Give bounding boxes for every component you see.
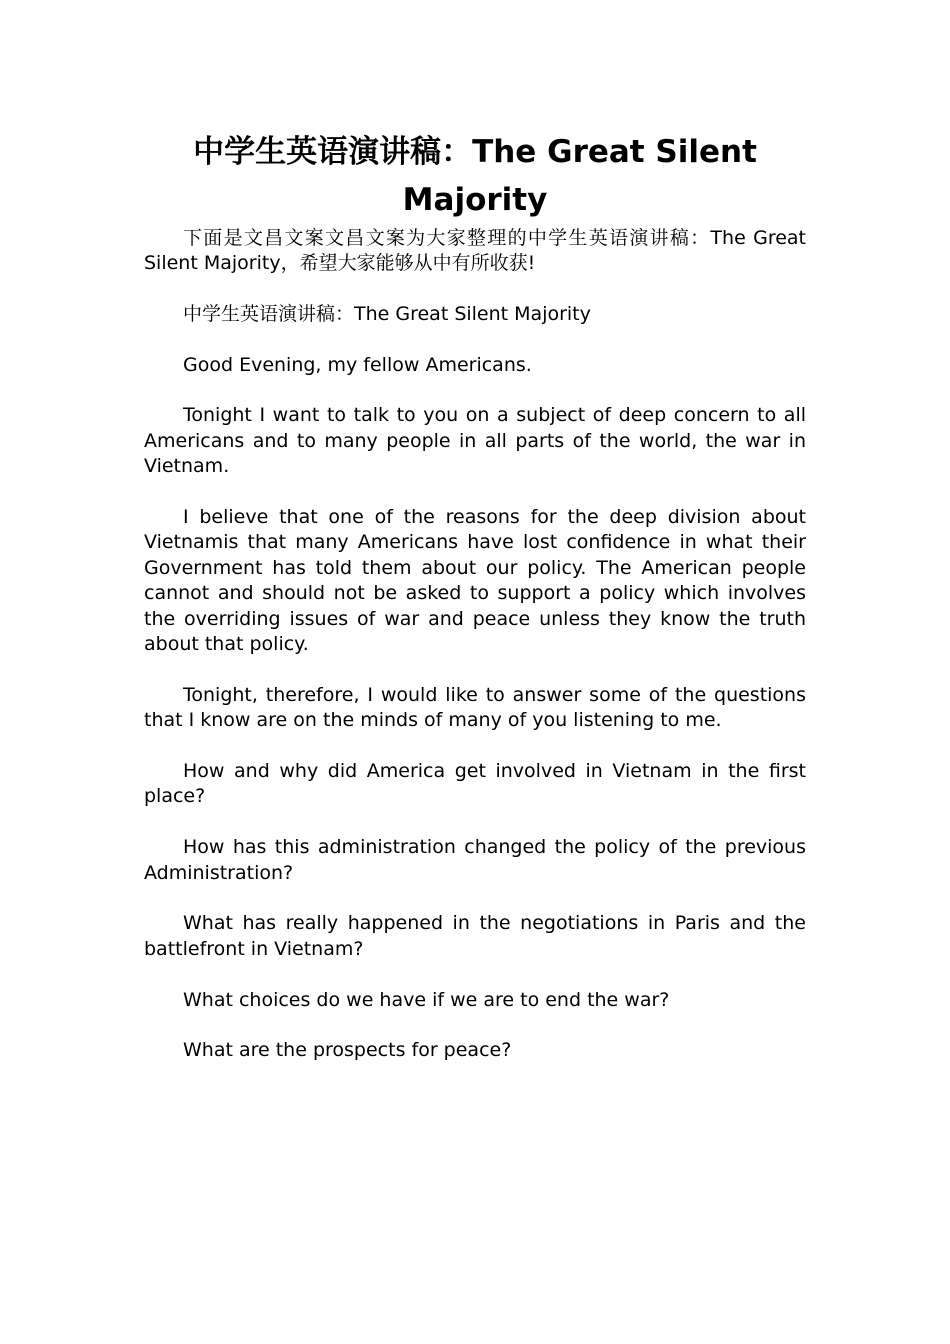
question-paragraph: What has really happened in the negotiations in Paris and the battlefront in Vietnam? bbox=[144, 912, 806, 960]
body-paragraph: Tonight I want to talk to you on a subject of deep concern to all Americans and to many people in all parts of the world, the war in Vietnam. bbox=[144, 404, 806, 478]
question-paragraph: What choices do we have if we are to end the war? bbox=[183, 988, 670, 1011]
document-body bbox=[144, 128, 806, 1089]
question-paragraph: How and why did America get involved in Vietnam in the first place? bbox=[144, 760, 806, 808]
document-title: 中学生英语演讲稿：The Great Silent Majority bbox=[193, 134, 757, 218]
subtitle-paragraph: 中学生英语演讲稿：The Great Silent Majority bbox=[183, 302, 591, 325]
body-paragraph: I believe that one of the reasons for the deep division about Vietnamis that many Americans have lost confidence in what their Government has told them about our policy. The American people cannot and should not be asked to support a policy which involves the overriding issues of war and peace unless they know the truth about that policy. bbox=[144, 506, 806, 656]
body-paragraph: Tonight, therefore, I would like to answer some of the questions that I know are on the minds of many of you listening to me. bbox=[144, 683, 806, 732]
greeting-paragraph: Good Evening, my fellow Americans. bbox=[183, 353, 532, 376]
question-paragraph: How has this administration changed the policy of the previous Administration? bbox=[144, 836, 806, 884]
question-paragraph: What are the prospects for peace? bbox=[183, 1039, 512, 1062]
intro-paragraph: 下面是文昌文案文昌文案为大家整理的中学生英语演讲稿：The Great Silent Majority，希望大家能够从中有所收获! bbox=[144, 227, 806, 275]
